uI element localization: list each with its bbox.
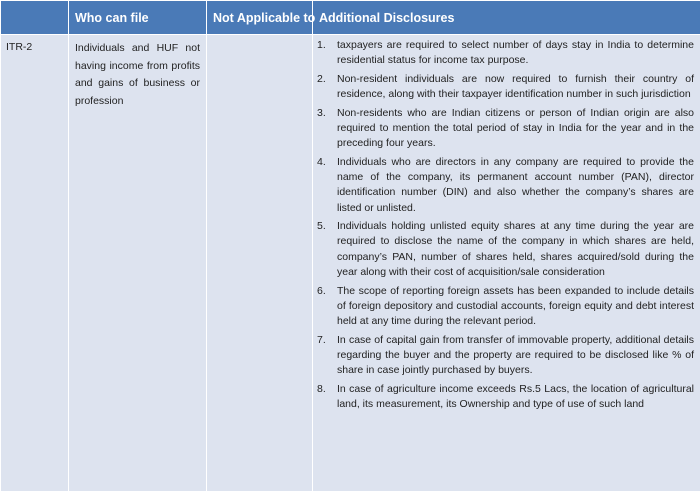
item-text: Non-residents who are Indian citizens or person of Indian origin are also required to mention the total period of stay in India for the year and in the preceding four years. — [337, 106, 694, 152]
disclosures-cell — [313, 35, 700, 492]
item-text: Individuals who are directors in any company are required to provide the name of the company, its permanent account number (PAN), director identification number (DIN) and also whether the company’s shares are listed or unlisted. — [337, 155, 694, 216]
not-applicable-cell — [207, 35, 313, 492]
who-can-file-cell: Individuals and HUF not having income from profits and gains of business or profession — [69, 35, 207, 492]
list-item — [317, 333, 694, 379]
header-row — [1, 1, 700, 35]
header-additional-disclosures: Additional Disclosures — [313, 1, 700, 35]
item-text: Individuals holding unlisted equity shares at any time during the year are required to disclose the name of the company in which shares are held, company’s PAN, number of shares held, shares acquired/sold during the year along with their cost of acquisition/sale consideration — [337, 219, 694, 280]
list-item — [317, 219, 694, 280]
list-item — [317, 106, 694, 152]
list-item — [317, 155, 694, 216]
item-text: The scope of reporting foreign assets has been expanded to include details of foreign depository and custodial accounts, foreign equity and debt interest held at any time during the relevant period. — [337, 284, 694, 330]
item-number: 1. — [317, 38, 337, 68]
item-number: 8. — [317, 382, 337, 412]
list-item — [317, 72, 694, 102]
item-text: Non-resident individuals are now required to furnish their country of residence, along with their taxpayer identification number in such jurisdiction — [337, 72, 694, 102]
item-text: taxpayers are required to select number of days stay in India to determine residential status for income tax purpose. — [337, 38, 694, 68]
list-item — [317, 382, 694, 412]
item-number: 7. — [317, 333, 337, 379]
item-text: In case of agriculture income exceeds Rs.5 Lacs, the location of agricultural land, its measurement, its Ownership and type of use of such land — [337, 382, 694, 412]
header-not-applicable-to: Not Applicable to — [207, 1, 313, 35]
item-number: 5. — [317, 219, 337, 280]
item-number: 2. — [317, 72, 337, 102]
item-number: 3. — [317, 106, 337, 152]
item-text: In case of capital gain from transfer of immovable property, additional details regarding the buyer and the property are required to be disclosed like % of share in case jointly purchased by buyers. — [337, 333, 694, 379]
list-item — [317, 284, 694, 330]
item-number: 6. — [317, 284, 337, 330]
header-who-can-file: Who can file — [69, 1, 207, 35]
list-item — [317, 38, 694, 68]
disclosure-list — [317, 38, 694, 412]
table-row — [1, 35, 700, 492]
header-form — [1, 1, 69, 35]
form-code-cell: ITR-2 — [1, 35, 69, 492]
item-number: 4. — [317, 155, 337, 216]
